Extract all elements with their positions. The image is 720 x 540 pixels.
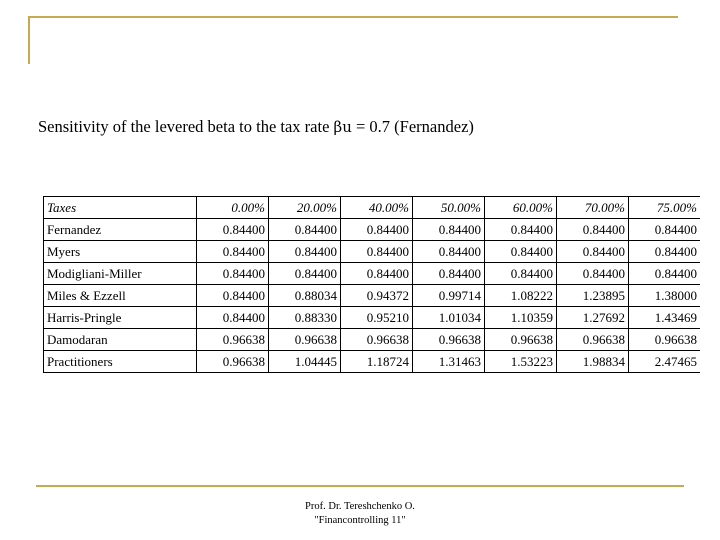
table-cell: 1.01034 — [413, 307, 485, 329]
column-header: Taxes — [44, 197, 197, 219]
table-cell: 0.84400 — [197, 285, 269, 307]
footer-course: "Financontrolling 11" — [314, 515, 406, 526]
table-cell: 0.95210 — [341, 307, 413, 329]
table-cell: 1.38000 — [629, 285, 701, 307]
column-header: 70.00% — [557, 197, 629, 219]
row-label: Damodaran — [44, 329, 197, 351]
table-cell: 1.04445 — [269, 351, 341, 373]
table-cell: 0.84400 — [197, 219, 269, 241]
table-row — [44, 307, 701, 329]
table-cell: 0.96638 — [197, 351, 269, 373]
row-label: Practitioners — [44, 351, 197, 373]
table-cell: 1.53223 — [485, 351, 557, 373]
table-cell: 0.84400 — [197, 263, 269, 285]
slide-footer — [260, 500, 460, 528]
table-cell: 0.84400 — [341, 241, 413, 263]
table-cell: 0.84400 — [269, 263, 341, 285]
table-cell: 0.84400 — [557, 241, 629, 263]
table-cell: 2.47465 — [629, 351, 701, 373]
table-cell: 0.96638 — [485, 329, 557, 351]
column-header: 0.00% — [197, 197, 269, 219]
slide-title — [38, 117, 474, 137]
table-cell: 0.96638 — [557, 329, 629, 351]
table-cell: 0.88330 — [269, 307, 341, 329]
table-cell: 0.99714 — [413, 285, 485, 307]
title-suffix: = 0.7 (Fernandez) — [351, 117, 474, 136]
table-cell: 0.84400 — [197, 241, 269, 263]
table-cell: 0.84400 — [557, 219, 629, 241]
table-cell: 0.84400 — [197, 307, 269, 329]
table-cell: 0.84400 — [629, 241, 701, 263]
row-label: Myers — [44, 241, 197, 263]
column-header: 50.00% — [413, 197, 485, 219]
table-cell: 0.84400 — [485, 219, 557, 241]
table-row — [44, 219, 701, 241]
table-cell: 0.84400 — [485, 263, 557, 285]
row-label: Harris-Pringle — [44, 307, 197, 329]
footer-author: Prof. Dr. Tereshchenko O. — [305, 501, 415, 512]
column-header: 75.00% — [629, 197, 701, 219]
row-label: Modigliani-Miller — [44, 263, 197, 285]
table-row — [44, 263, 701, 285]
table-cell: 1.98834 — [557, 351, 629, 373]
table-cell: 0.84400 — [629, 219, 701, 241]
table-row — [44, 241, 701, 263]
table-cell: 0.84400 — [557, 263, 629, 285]
column-header: 20.00% — [269, 197, 341, 219]
table-cell: 0.96638 — [341, 329, 413, 351]
top-decorative-rule — [28, 16, 678, 18]
table-cell: 1.31463 — [413, 351, 485, 373]
table-header-row — [44, 197, 701, 219]
row-label: Fernandez — [44, 219, 197, 241]
beta-sensitivity-table — [43, 196, 700, 373]
table-cell: 0.94372 — [341, 285, 413, 307]
table-cell: 1.08222 — [485, 285, 557, 307]
table-row — [44, 351, 701, 373]
title-prefix: Sensitivity of the levered beta to the tax rate — [38, 117, 334, 136]
table-cell: 0.84400 — [413, 219, 485, 241]
table-cell: 0.84400 — [269, 241, 341, 263]
table-cell: 0.84400 — [269, 219, 341, 241]
table-row — [44, 285, 701, 307]
table-cell: 1.43469 — [629, 307, 701, 329]
beta-sensitivity-table-container — [43, 196, 700, 374]
table-cell: 0.88034 — [269, 285, 341, 307]
table-cell: 0.84400 — [413, 241, 485, 263]
table-cell: 1.27692 — [557, 307, 629, 329]
left-decorative-rule — [28, 16, 30, 64]
table-cell: 0.84400 — [485, 241, 557, 263]
title-symbol: βu — [333, 118, 352, 136]
table-cell: 0.84400 — [341, 219, 413, 241]
table-cell: 1.10359 — [485, 307, 557, 329]
table-cell: 0.96638 — [629, 329, 701, 351]
column-header: 60.00% — [485, 197, 557, 219]
table-cell: 0.84400 — [413, 263, 485, 285]
bottom-decorative-rule — [36, 485, 684, 487]
table-row — [44, 329, 701, 351]
table-cell: 0.84400 — [629, 263, 701, 285]
table-cell: 0.96638 — [197, 329, 269, 351]
column-header: 40.00% — [341, 197, 413, 219]
table-cell: 0.96638 — [269, 329, 341, 351]
table-cell: 0.96638 — [413, 329, 485, 351]
table-cell: 0.84400 — [341, 263, 413, 285]
row-label: Miles & Ezzell — [44, 285, 197, 307]
table-cell: 1.23895 — [557, 285, 629, 307]
table-cell: 1.18724 — [341, 351, 413, 373]
